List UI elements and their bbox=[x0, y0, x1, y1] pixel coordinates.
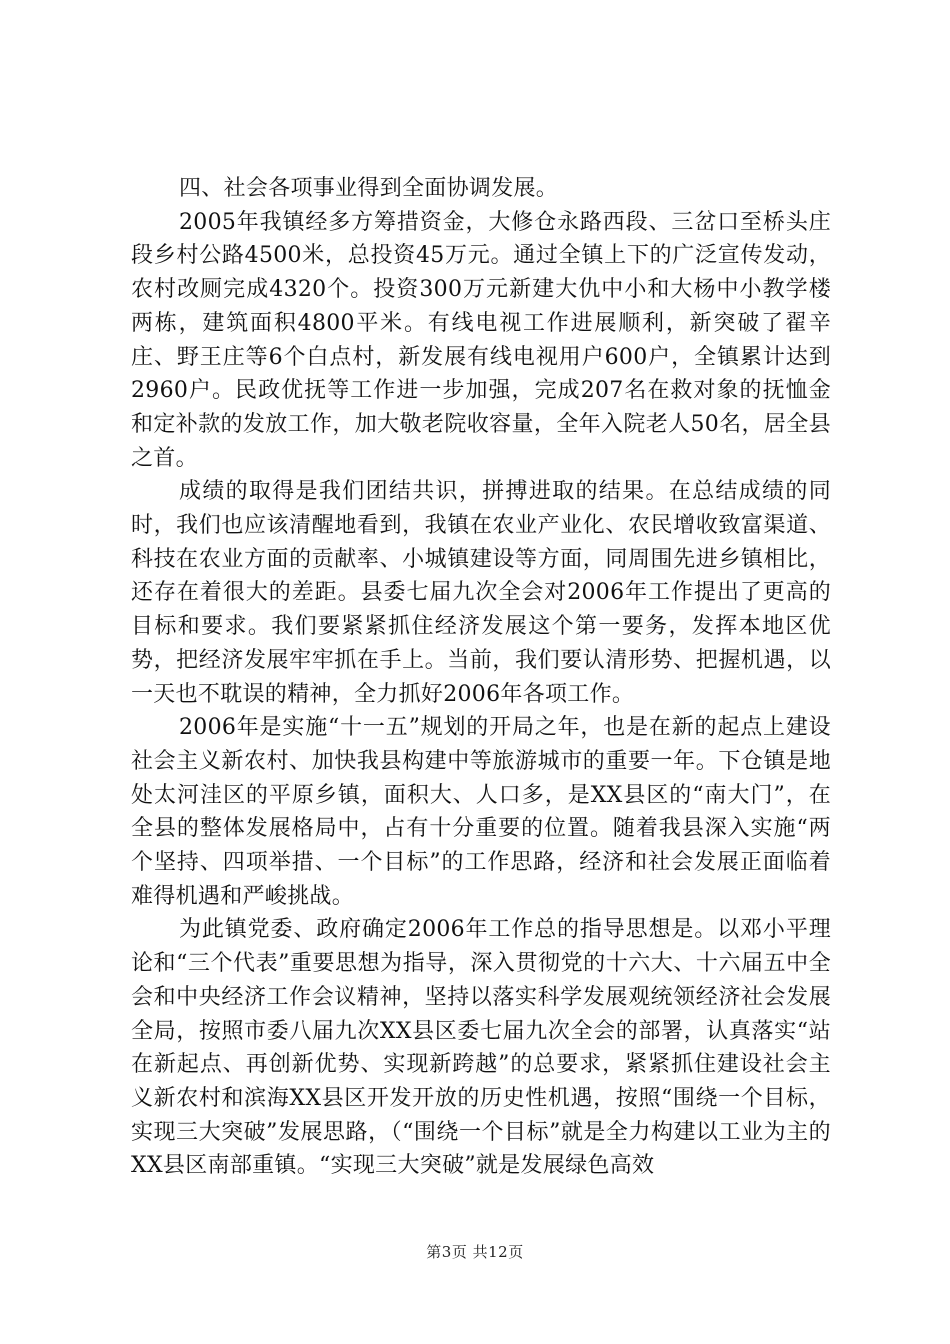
paragraph-2006-outlook: 2006年是实施“十一五”规划的开局之年，也是在新的起点上建设社会主义新农村、加快我县构建中等旅游城市的重要一年。下仓镇是地处太河洼区的平原乡镇，面积大、人口多，是XX县区的“南大门”，在全县的整体发展格局中，占有十分重要的位置。随着我县深入实施“两个坚持、四项举措、一个目标”的工作思路，经济和社会发展正面临着难得机遇和严峻挑战。 bbox=[131, 715, 831, 909]
paragraph-2005-achievements: 2005年我镇经多方筹措资金，大修仓永路西段、三岔口至桥头庄段乡村公路4500米，总投资45万元。通过全镇上下的广泛宣传发动，农村改厕完成4320个。投资300万元新建大仇中小和大杨中小教学楼两栋，建筑面积4800平米。有线电视工作进展顺利，新突破了翟辛庄、野王庄等6个白点村，新发展有线电视用户600户，全镇累计达到2960户。民政优抚等工作进一步加强，完成207名在救对象的抚恤金和定补款的发放工作，加大敬老院收容量，全年入院老人50名，居全县之首。 bbox=[131, 209, 831, 471]
paragraph-guiding-ideology: 为此镇党委、政府确定2006年工作总的指导思想是。以邓小平理论和“三个代表”重要思想为指导，深入贯彻党的十六大、十六届五中全会和中央经济工作会议精神，坚持以落实科学发展观统领经济社会发展全局，按照市委八届九次XX县区委七届九次全会的部署，认真落实“站在新起点、再创新优势、实现新跨越”的总要求，紧紧抓住建设社会主义新农村和滨海XX县区开发开放的历史性机遇，按照“围绕一个目标，实现三大突破”发展思路，（“围绕一个目标”就是全力构建以工业为主的XX县区南部重镇。“实现三大突破”就是发展绿色高效 bbox=[131, 917, 831, 1179]
page-footer: 第3页 共12页 bbox=[426, 1243, 524, 1261]
paragraph-section-heading: 四、社会各项事业得到全面协调发展。 bbox=[179, 176, 559, 201]
body-text bbox=[131, 172, 831, 1183]
paragraph-achievements-summary: 成绩的取得是我们团结共识，拼搏进取的结果。在总结成绩的同时，我们也应该清醒地看到，我镇在农业产业化、农民增收致富渠道、科技在农业方面的贡献率、小城镇建设等方面，同周围先进乡镇相比，还存在着很大的差距。县委七届九次全会对2006年工作提出了更高的目标和要求。我们要紧紧抓住经济发展这个第一要务，发挥本地区优势，把经济发展牢牢抓在手上。当前，我们要认清形势、把握机遇，以一天也不耽误的精神，全力抓好2006年各项工作。 bbox=[131, 479, 831, 707]
